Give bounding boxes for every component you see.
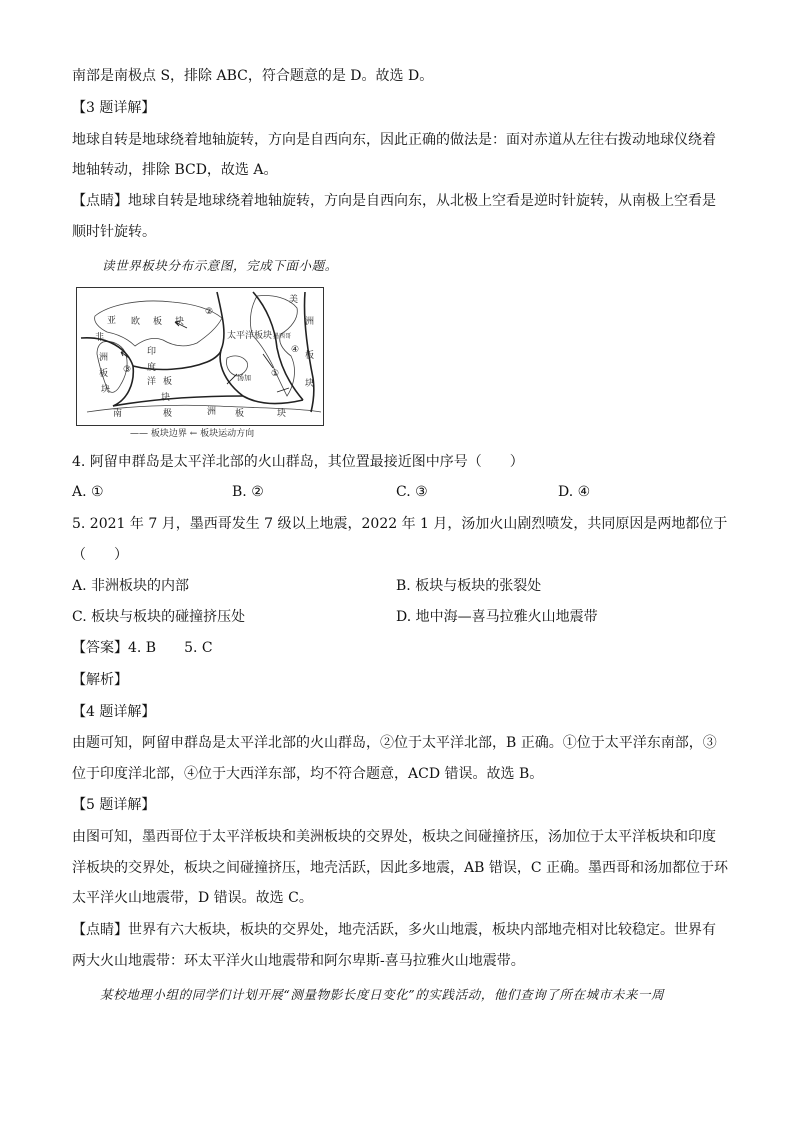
map-intro: 读世界板块分布示意图，完成下面小题。 (102, 258, 338, 273)
question-5-bracket: （ ） (72, 547, 128, 563)
map-label: 板 (235, 409, 245, 419)
q4-option-c[interactable]: C. ③ (396, 484, 428, 500)
question-5: 5. 2021 年 7 月，墨西哥发生 7 级以上地震，2022 年 1 月，汤加火山剧烈喷发，共同原因是两地都位于 (72, 516, 728, 532)
map-number-2: ② (205, 307, 214, 317)
q4-option-b[interactable]: B. ② (232, 484, 264, 500)
map-label: 块 (305, 379, 315, 389)
text-line: 顺时针旋转。 (72, 224, 156, 240)
map-number-1: ① (271, 369, 280, 379)
q4-option-d[interactable]: D. ④ (558, 484, 591, 500)
map-label: 块 (101, 385, 111, 395)
text-line: 地球自转是地球绕着地轴旋转，方向是自西向东，因此正确的做法是：面对赤道从左往右拨动地球仪绕着 (72, 132, 716, 148)
australia-outline (226, 356, 247, 376)
map-label: 洲 (99, 353, 109, 363)
q5-option-d[interactable]: D. 地中海—喜马拉雅火山地震带 (396, 609, 598, 625)
q5-option-a[interactable]: A. 非洲板块的内部 (72, 578, 190, 594)
map-label-mexico: 墨西哥 (273, 333, 292, 340)
question-4: 4. 阿留申群岛是太平洋北部的火山群岛，其位置最接近图中序号（ ） (72, 454, 524, 470)
motion-arrow (227, 374, 237, 384)
text-line: 两大火山地震带：环太平洋火山地震带和阿尔卑斯-喜马拉雅火山地震带。 (72, 953, 525, 969)
map-label: 非 (95, 333, 105, 343)
map-label: 块 (175, 317, 185, 327)
plate-map-drawing (77, 288, 323, 425)
map-label: 洲 (207, 407, 217, 417)
text-line: 南部是南极点 S，排除 ABC，符合题意的是 D。故选 D。 (72, 68, 434, 84)
map-label-tonga: 汤加 (237, 374, 251, 382)
key-point: 【点睛】世界有六大板块，板块的交界处，地壳活跃，多火山地震，板块内部地壳相对比较稳定。世界有 (72, 922, 716, 938)
map-label: 板 (99, 369, 109, 379)
map-label: 块 (161, 393, 171, 403)
map-label: 洲 (305, 317, 315, 327)
map-label: 美 (289, 295, 299, 305)
map-label: 板 (305, 351, 315, 361)
answer-line: 【答案】4. B 5. C (72, 640, 213, 656)
analysis-heading: 【解析】 (72, 672, 128, 688)
q5-option-c[interactable]: C. 板块与板块的碰撞挤压处 (72, 609, 246, 625)
text-line: 地轴转动，排除 BCD，故选 A。 (72, 162, 278, 178)
map-label: 南 (113, 409, 123, 419)
map-label: 亚 (107, 316, 117, 326)
map-label: 印 (147, 347, 157, 357)
section-heading-q3: 【3 题详解】 (72, 100, 156, 116)
key-point: 【点睛】地球自转是地球绕着地轴旋转，方向是自西向东，从北极上空看是逆时针旋转，从南极上空看是 (72, 193, 716, 209)
text-line: 太平洋火山地震带，D 错误。故选 C。 (72, 890, 313, 906)
q5-option-b[interactable]: B. 板块与板块的张裂处 (396, 578, 542, 594)
section-heading-q5: 【5 题详解】 (72, 797, 156, 813)
map-legend: —— 板块边界 ← 板块运动方向 (130, 429, 255, 439)
q4-option-a[interactable]: A. ① (72, 484, 104, 500)
map-number-3: ③ (123, 365, 132, 375)
section-heading-q4: 【4 题详解】 (72, 704, 156, 720)
text-line: 位于印度洋北部，④位于大西洋东部，均不符合题意，ACD 错误。故选 B。 (72, 766, 544, 782)
map-label: 洋 (147, 377, 157, 387)
next-intro: 某校地理小组的同学们计划开展“测量物影长度日变化”的实践活动，他们查询了所在城市未来一周 (100, 987, 665, 1002)
map-label: 板 (153, 317, 163, 327)
map-label: 太平洋板块 (227, 331, 273, 341)
map-label: 极 (163, 409, 173, 419)
map-label: 块 (277, 409, 287, 419)
map-label: 欧 (131, 317, 141, 327)
world-plate-map (76, 287, 324, 426)
map-label: 板 (163, 377, 173, 387)
text-line: 由图可知，墨西哥位于太平洋板块和美洲板块的交界处，板块之间碰撞挤压，汤加位于太平洋板块和印度 (72, 829, 716, 845)
plate-boundary (113, 396, 243, 406)
map-number-4: ④ (291, 345, 300, 355)
text-line: 洋板块的交界处，板块之间碰撞挤压，地壳活跃，因此多地震，AB 错误，C 正确。墨西哥和汤加都位于环 (72, 860, 729, 876)
text-line: 由题可知，阿留申群岛是太平洋北部的火山群岛，②位于太平洋北部，B 正确。①位于太平洋东南部，③ (72, 735, 717, 751)
map-label: 度 (147, 363, 157, 373)
